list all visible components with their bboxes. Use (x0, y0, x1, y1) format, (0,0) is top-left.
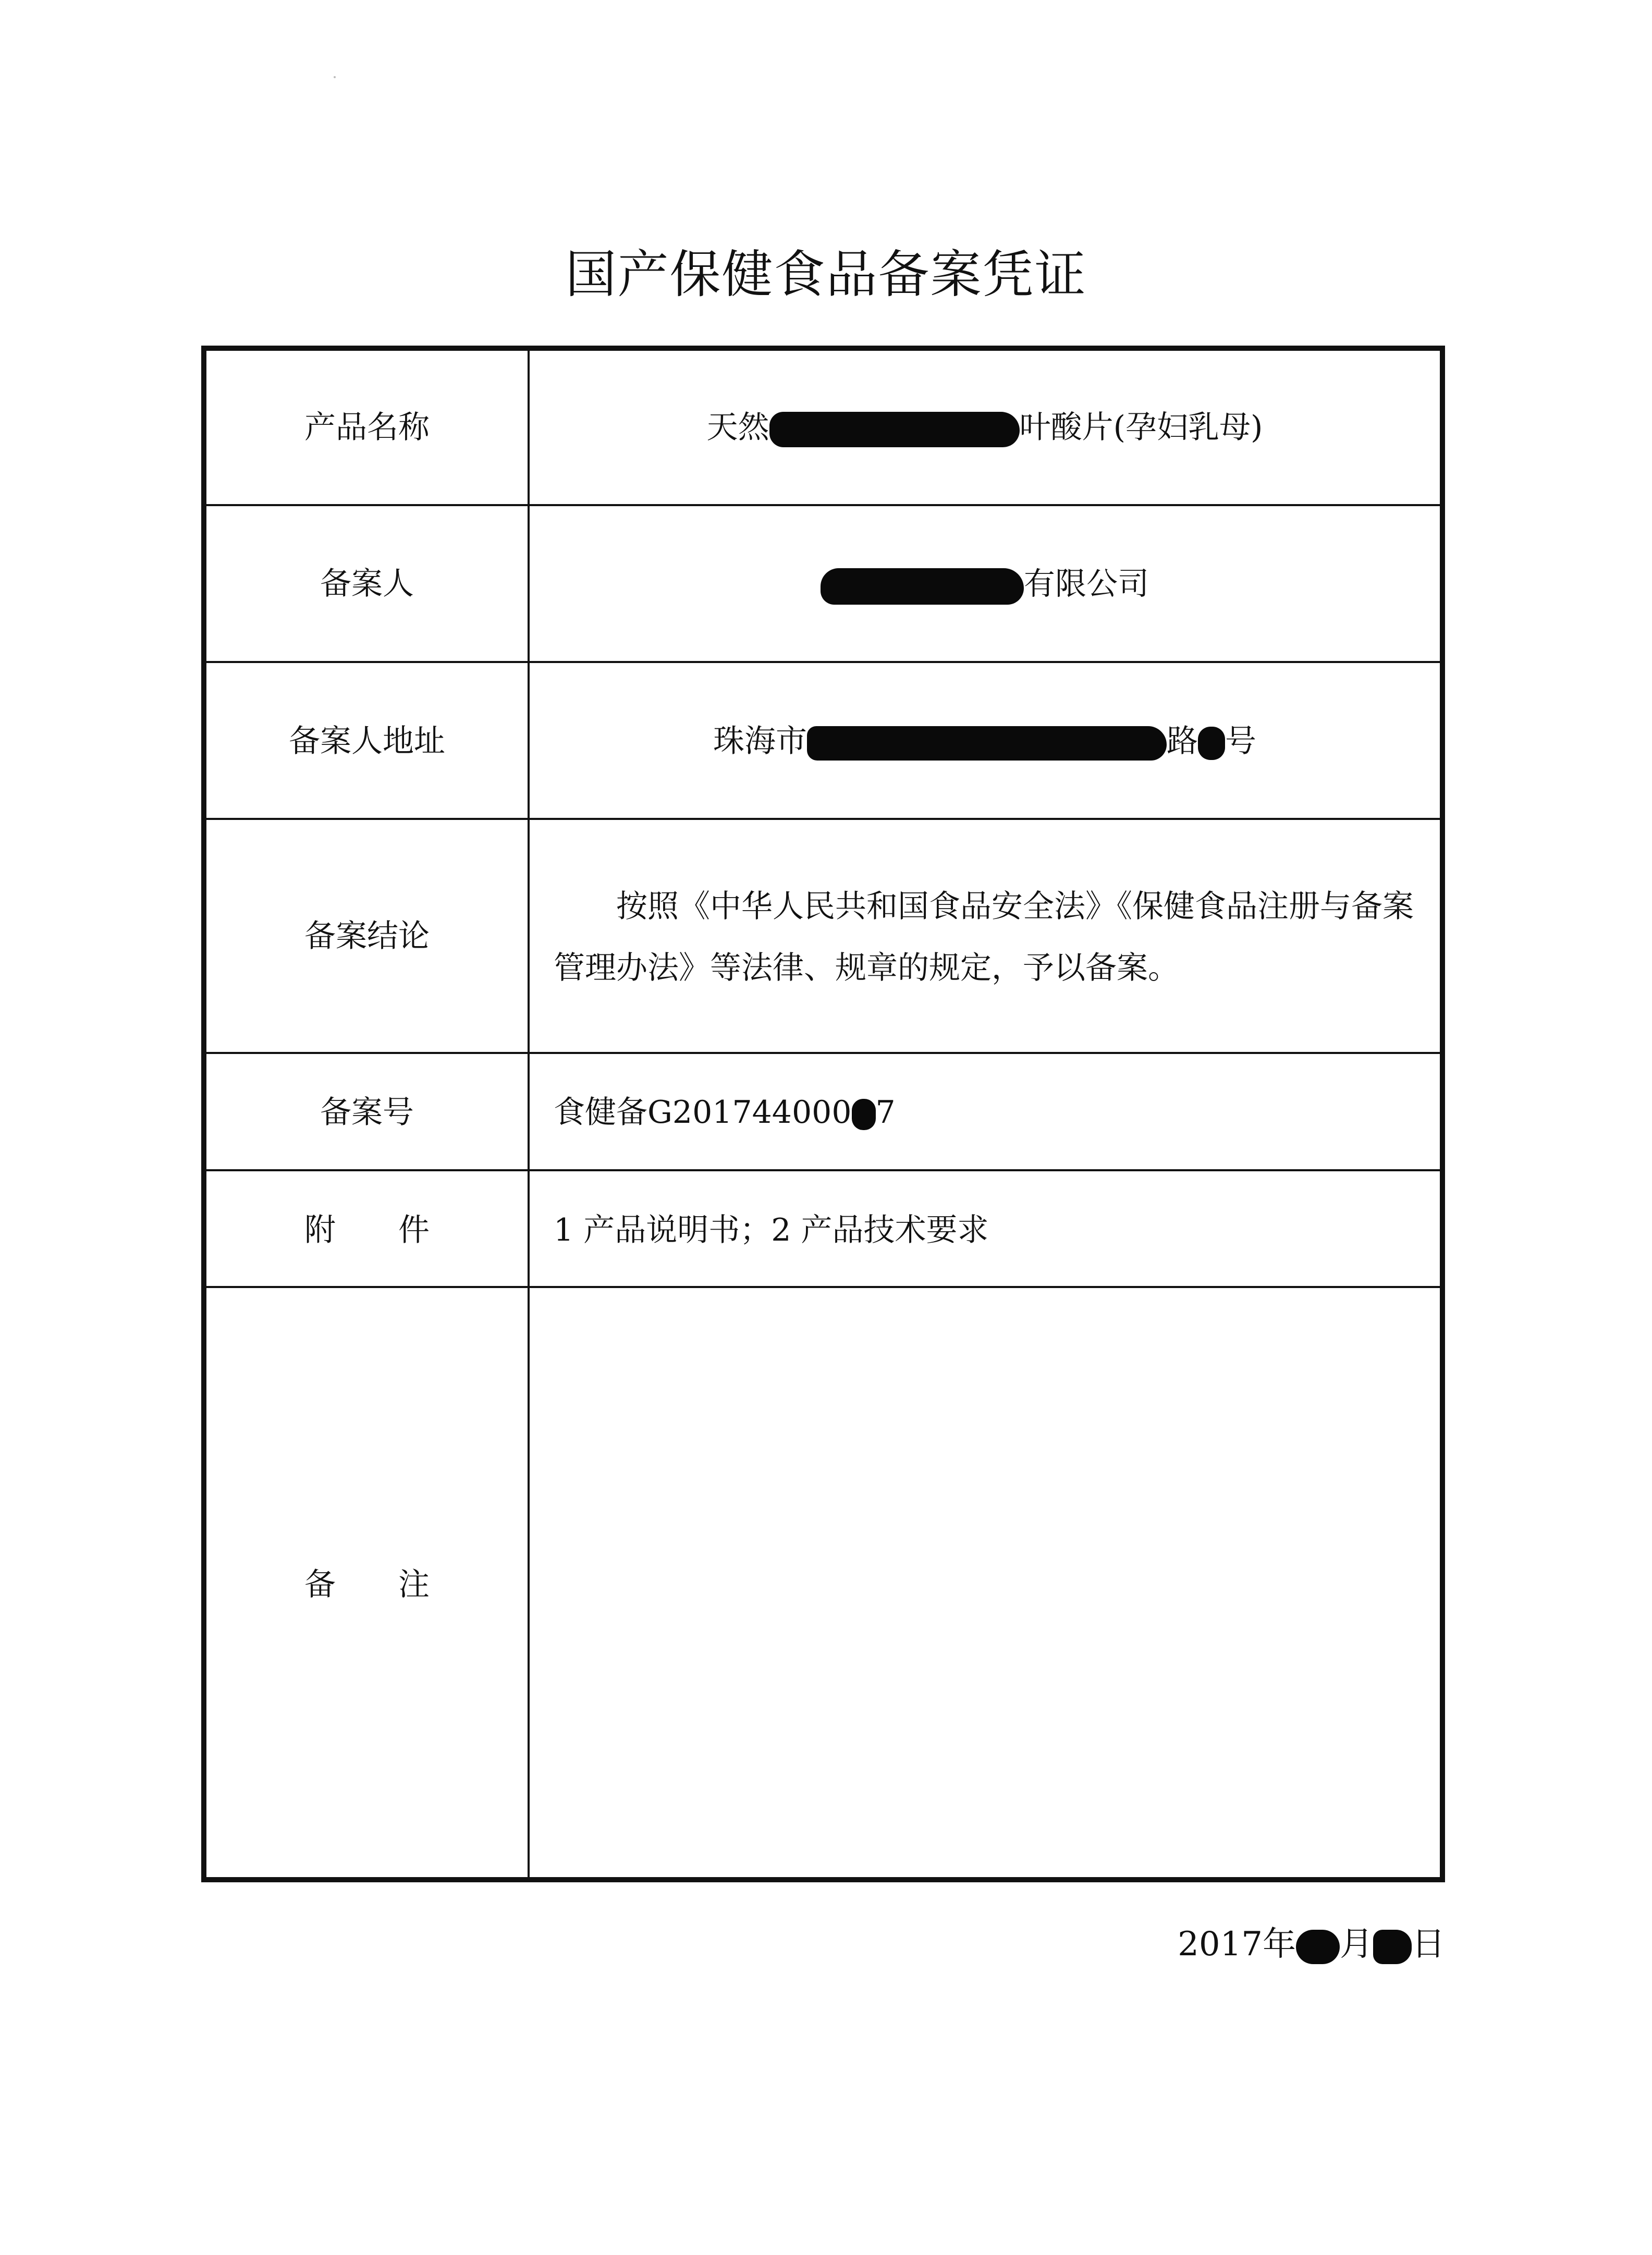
redaction-mark (769, 412, 1020, 447)
address-prefix: 珠海市 (713, 723, 807, 759)
address-suffix: 号 (1225, 723, 1256, 759)
filing-number-prefix: 食健备G201744000 (554, 1094, 852, 1131)
date-month-suffix: 月 (1340, 1925, 1373, 1964)
redaction-mark (807, 726, 1167, 761)
product-name-label: 产品名称 (304, 409, 430, 446)
attachments-label: 附 件 (304, 1212, 430, 1248)
issue-date (1178, 1925, 1445, 1964)
row-divider (201, 504, 1445, 506)
conclusion-text: 按照《中华人民共和国食品安全法》《保健食品注册与备案管理办法》等法律、规章的规定，予以备案。 (554, 888, 1414, 986)
product-name-prefix: 天然 (706, 409, 769, 446)
filer-address-label: 备案人地址 (289, 723, 445, 759)
attachments-value: 1 产品说明书；2 产品技术要求 (554, 1212, 989, 1248)
product-name-suffix: 叶酸片(孕妇乳母) (1019, 409, 1263, 446)
row-divider (201, 1169, 1445, 1171)
redaction-mark (1373, 1930, 1412, 1964)
filing-number-suffix: 7 (875, 1094, 896, 1131)
redaction-mark (852, 1099, 876, 1130)
filer-value (530, 568, 1440, 605)
scan-speck (334, 76, 336, 78)
document-title: 国产保健食品备案凭证 (565, 245, 1087, 304)
row-divider (201, 661, 1445, 663)
filer-suffix: 有限公司 (1024, 566, 1149, 603)
redaction-mark (1198, 727, 1225, 760)
filer-address-value (530, 723, 1440, 761)
conclusion-label: 备案结论 (304, 918, 430, 954)
filing-number-value (554, 1094, 896, 1131)
date-day-suffix: 日 (1412, 1925, 1445, 1964)
product-name-value (530, 409, 1440, 447)
redaction-mark (1296, 1930, 1340, 1964)
filer-label: 备案人 (320, 566, 414, 602)
address-middle: 路 (1167, 723, 1198, 759)
row-divider (201, 818, 1445, 820)
remarks-label: 备 注 (304, 1566, 430, 1603)
date-year: 2017年 (1178, 1925, 1296, 1964)
row-divider (201, 1052, 1445, 1054)
filing-number-label: 备案号 (320, 1094, 414, 1131)
row-divider (201, 1286, 1445, 1288)
redaction-mark (821, 568, 1024, 605)
